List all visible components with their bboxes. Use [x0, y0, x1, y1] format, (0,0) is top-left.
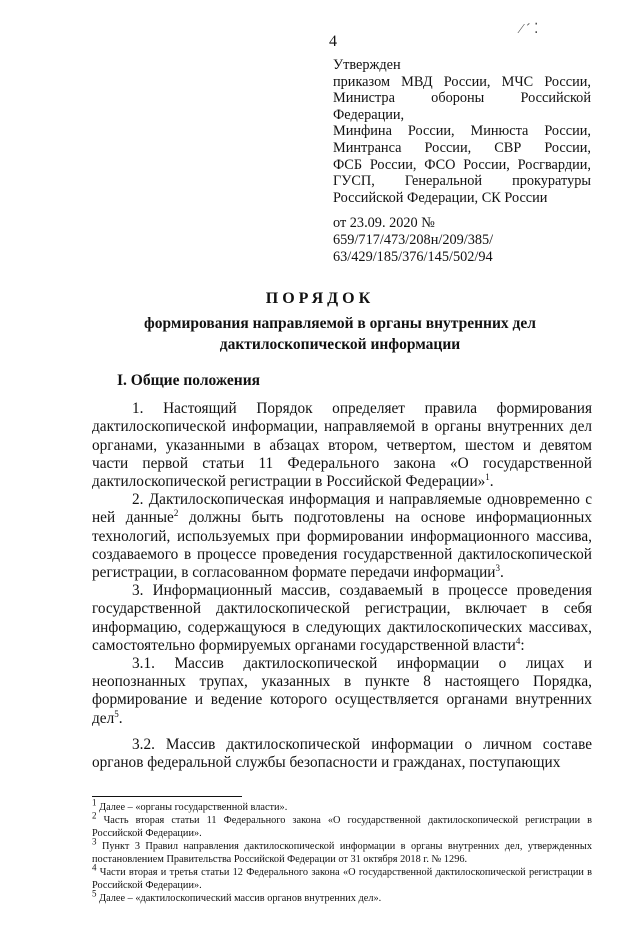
paragraph-text: 3.2. Массив дактилоскопической информации о личном составе органов федеральной службы безопасности и гражданах, поступающих: [92, 735, 592, 771]
footnote-ref: 1: [485, 471, 490, 482]
footnote-number: 4: [92, 862, 97, 873]
approval-line: Министра обороны Российской Федерации,: [333, 90, 591, 123]
footnote: [92, 810, 593, 840]
footnote: [92, 888, 592, 905]
order-reference: от 23.09. 2020 № 659/717/473/208н/209/385/ 63/429/185/376/145/502/94: [333, 215, 494, 265]
approval-line: Утвержден: [333, 57, 401, 73]
footnote-number: 5: [92, 888, 97, 899]
approval-line: ГУСП, Генеральной прокуратуры: [333, 173, 591, 190]
paragraph: [92, 655, 592, 728]
footnote-ref: 5: [114, 708, 119, 719]
page-header: [0, 22, 640, 55]
footnote: [92, 836, 593, 866]
punct: .: [500, 563, 504, 581]
punct: :: [520, 636, 525, 654]
body-text: [92, 400, 592, 772]
approval-line: Минфина России, Минюста России,: [333, 123, 591, 140]
paragraph-text: 3.1. Массив дактилоскопической информации о лицах и неопознанных трупах, указанных в пункте 8 настоящего Порядка, формирование и ведение которого осуществляется органами внутренних дел: [92, 654, 592, 727]
footnote-divider: [92, 796, 242, 797]
footnote-text: Пункт 3 Правил направления дактилоскопической информации в органы внутренних дел, утвержденных постановлением Правительства Российской Федерации от 31 октября 2018 г. № 1296.: [92, 841, 593, 866]
approval-line: Российской Федерации, СК России: [333, 189, 548, 206]
footnote-ref: 3: [495, 562, 500, 573]
footnote-text: Часть вторая статьи 11 Федерального закона «О государственной дактилоскопической регистрации в Российской Федерации».: [92, 815, 593, 840]
punct: .: [118, 709, 123, 727]
approval-line: Минтранса России, СВР России,: [333, 139, 591, 156]
paragraph: [92, 400, 592, 491]
handwritten-mark-icon: ⁄ ˊ ⁚: [520, 22, 539, 37]
paragraph-text: 1. Настоящий Порядок определяет правила формирования дактилоскопической информации, направляемой в органы внутренних дел органами, указанными в абзацах втором, четвертом, шестом и девятом части первой статьи 11 Федерального закона «О государственной дактилоскопической регистрации в Российской Федерации»: [92, 400, 592, 490]
paragraph-text: 3. Информационный массив, создаваемый в процессе проведения государственной дактилоскопической регистрации, включает в себя информацию, содержащуюся в следующих дактилоскопических массивах, самостоятельно формируемых органами государственной власти: [92, 582, 592, 654]
paragraph-text: должны быть подготовлены на основе информационных технологий, используемых при формировании информационного массива, создаваемого в процессе проведения государственной дактилоскопической регистрации, в согласованном формате передачи информации: [92, 509, 592, 581]
footnote-text: Далее – «органы государственной власти».: [99, 802, 288, 814]
footnote: [92, 862, 592, 892]
approval-line: приказом МВД России, МЧС России,: [333, 73, 591, 90]
footnote-ref: 4: [515, 635, 521, 646]
section-heading: I. Общие положения: [117, 372, 261, 390]
page-number: 4: [329, 33, 337, 50]
footnote-text: Далее – «дактилоскопический массив органов внутренних дел».: [99, 893, 382, 905]
footnote-number: 2: [92, 810, 97, 821]
paragraph: [92, 582, 592, 655]
paragraph-text: 2. Дактилоскопическая информация и направляемые одновременно с ней данные: [92, 491, 592, 527]
document-subtitle: формирования направляемой в органы внутренних дел дактилоскопической информации: [144, 315, 536, 354]
punct: .: [489, 472, 494, 490]
paragraph: [92, 736, 592, 772]
footnote-ref: 2: [173, 508, 179, 519]
approval-block: [333, 57, 591, 206]
approval-line: ФСБ России, ФСО России, Росгвардии,: [333, 156, 591, 173]
footnote-text: Части вторая и третья статьи 12 Федерального закона «О государственной дактилоскопической регистрации в Российской Федерации».: [92, 867, 592, 892]
document-title: ПОРЯДОК: [265, 290, 375, 308]
footnote-number: 3: [92, 836, 97, 847]
footnotes: [92, 797, 593, 905]
footnote-number: 1: [92, 797, 97, 808]
footnote: [92, 797, 592, 814]
paragraph: [92, 491, 592, 582]
